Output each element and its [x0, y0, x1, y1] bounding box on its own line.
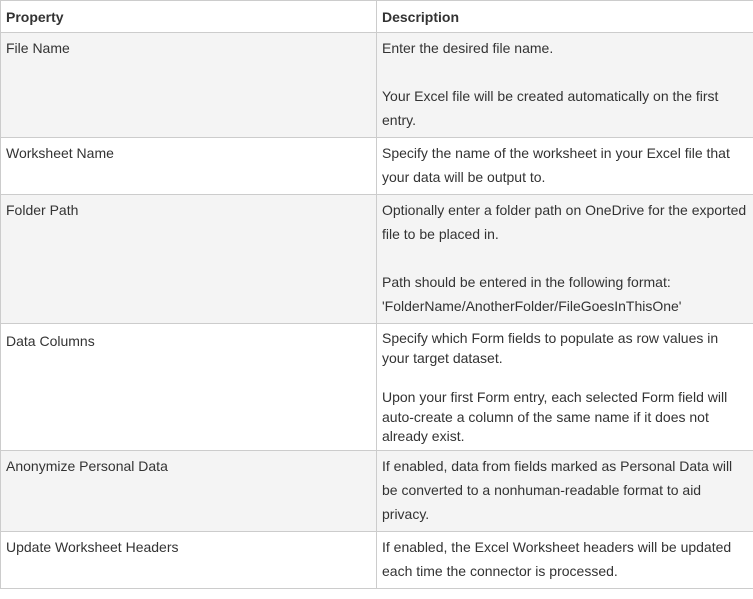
description-paragraph: Enter the desired file name. — [382, 40, 554, 56]
description-paragraph: Specify the name of the worksheet in your Excel file that your data will be output to. — [382, 145, 730, 185]
table-row — [1, 450, 753, 531]
description-paragraph: Specify which Form fields to populate as row values in your target dataset. — [382, 330, 719, 366]
description-paragraph: If enabled, the Excel Worksheet headers will be updated each time the connector is processed. — [382, 538, 732, 579]
description-paragraph: Path should be entered in the following format: 'FolderName/AnotherFolder/FileGoesInThisOne' — [382, 274, 682, 314]
header-property: Property — [1, 1, 377, 33]
table-row — [1, 195, 753, 324]
description-cell — [377, 195, 753, 324]
description-paragraph: If enabled, data from fields marked as Personal Data will be converted to a nonhuman-readable format to aid privacy. — [382, 457, 733, 522]
property-cell: Folder Path — [1, 195, 377, 324]
property-cell: Update Worksheet Headers — [1, 531, 377, 588]
description-cell — [377, 324, 753, 451]
property-cell: Anonymize Personal Data — [1, 450, 377, 531]
header-description: Description — [377, 1, 753, 33]
table-row — [1, 33, 753, 138]
description-cell — [377, 138, 753, 195]
table-row — [1, 324, 753, 451]
property-cell: File Name — [1, 33, 377, 138]
description-paragraph: Your Excel file will be created automatically on the first entry. — [382, 88, 719, 128]
description-paragraph: Optionally enter a folder path on OneDrive for the exported file to be placed in. — [382, 202, 747, 242]
description-cell — [377, 450, 753, 531]
description-paragraph: Upon your first Form entry, each selected Form field will auto-create a column of the same name if it does not already exist. — [382, 389, 728, 444]
description-cell — [377, 33, 753, 138]
property-cell: Data Columns — [1, 324, 377, 451]
table-row — [1, 531, 753, 588]
property-cell: Worksheet Name — [1, 138, 377, 195]
table-header-row — [1, 1, 753, 33]
table-row — [1, 138, 753, 195]
description-cell — [377, 531, 753, 588]
